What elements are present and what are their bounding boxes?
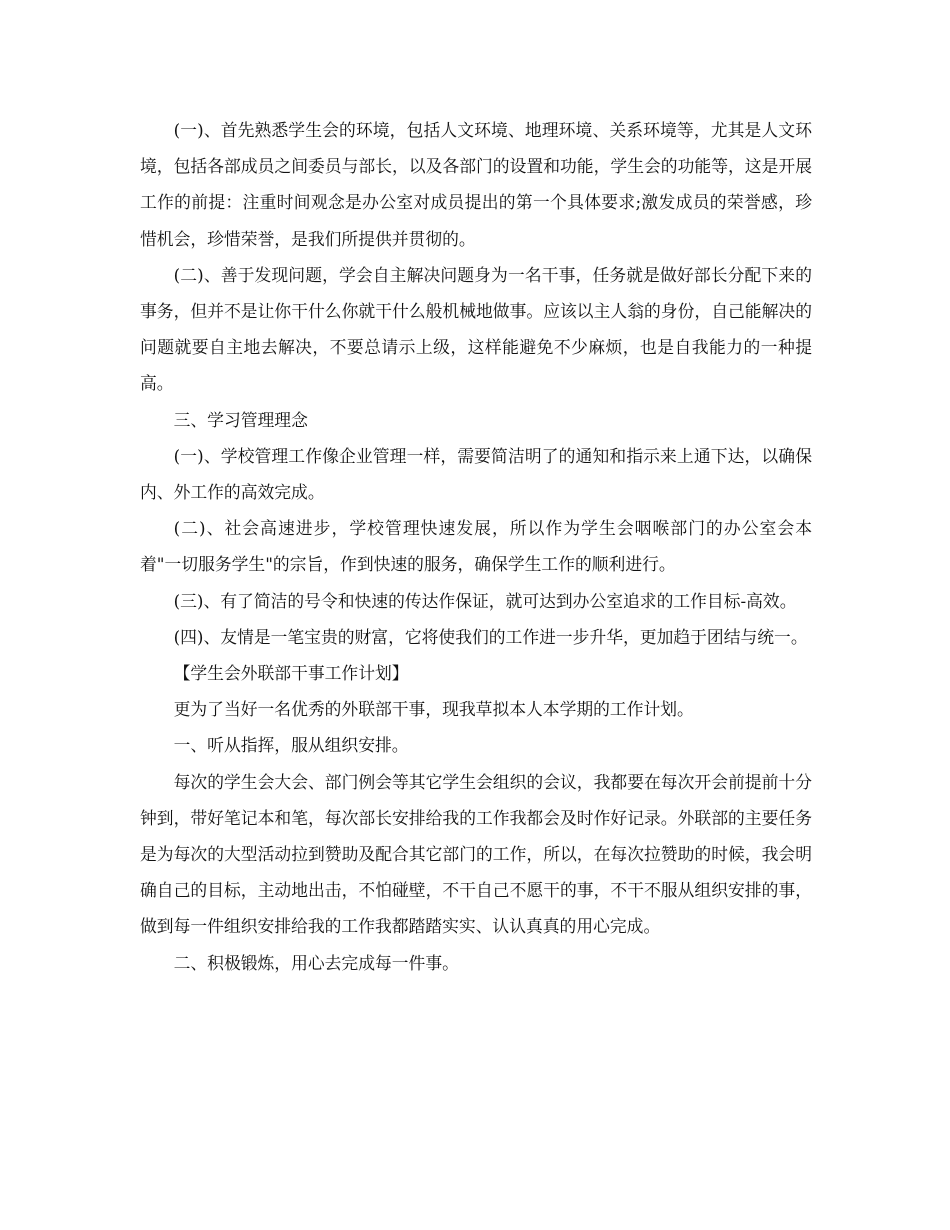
- paragraph-serve-students: (二)、社会高速进步，学校管理快速发展，所以作为学生会咽喉部门的办公室会本着"一切服务学生"的宗旨，作到快速的服务，确保学生工作的顺利进行。: [140, 518, 812, 575]
- heading-active-training: 二、积极锻炼，用心去完成每一件事。: [173, 952, 459, 973]
- paragraph-meetings-sponsorship: 每次的学生会大会、部门例会等其它学生会组织的会议，我都要在每次开会前提前十分钟到，带好笔记本和笔，每次部长安排给我的工作我都会及时作好记录。外联部的主要任务是为每次的大型活动拉到赞助及配合其它部门的工作，所以，在每次拉赞助的时候，我会明确自己的目标，主动地出击，不怕碰壁，不干自己不愿干的事，不干不服从组织安排的事，做到每一件组织安排给我的工作我都踏踏实实、认认真真的用心完成。: [140, 771, 812, 937]
- heading-follow-command: 一、听从指挥，服从组织安排。: [173, 735, 409, 756]
- paragraph-plan-intro: 更为了当好一名优秀的外联部干事，现我草拟本人本学期的工作计划。: [173, 699, 694, 720]
- heading-management-concepts: 三、学习管理理念: [173, 409, 308, 430]
- paragraph-friendship: (四)、友情是一笔宝贵的财富，它将使我们的工作进一步升华，更加趋于团结与统一。: [173, 626, 808, 647]
- paragraph-familiarize-environment: (一)、首先熟悉学生会的环境，包括人文环境、地理环境、关系环境等，尤其是人文环境，包括各部成员之间委员与部长，以及各部门的设置和功能，学生会的功能等，这是开展工作的前提：注重时间观念是办公室对成员提出的第一个具体要求;激发成员的荣誉感，珍惜机会，珍惜荣誉，是我们所提供并贯彻的。: [140, 120, 812, 249]
- section-title-outreach-plan: 【学生会外联部干事工作计划】: [173, 663, 409, 684]
- paragraph-efficiency: (三)、有了简洁的号令和快速的传达作保证，就可达到办公室追求的工作目标-高效。: [173, 590, 797, 611]
- document-body: [140, 112, 812, 981]
- paragraph-enterprise-management: (一)、学校管理工作像企业管理一样，需要简洁明了的通知和指示来上通下达，以确保内、外工作的高效完成。: [140, 445, 812, 503]
- paragraph-solve-problems: (二)、善于发现问题，学会自主解决问题身为一名干事，任务就是做好部长分配下来的事务，但并不是让你干什么你就干什么般机械地做事。应该以主人翁的身份，自己能解决的问题就要自主地去解决，不要总请示上级，这样能避免不少麻烦，也是自我能力的一种提高。: [140, 264, 812, 394]
